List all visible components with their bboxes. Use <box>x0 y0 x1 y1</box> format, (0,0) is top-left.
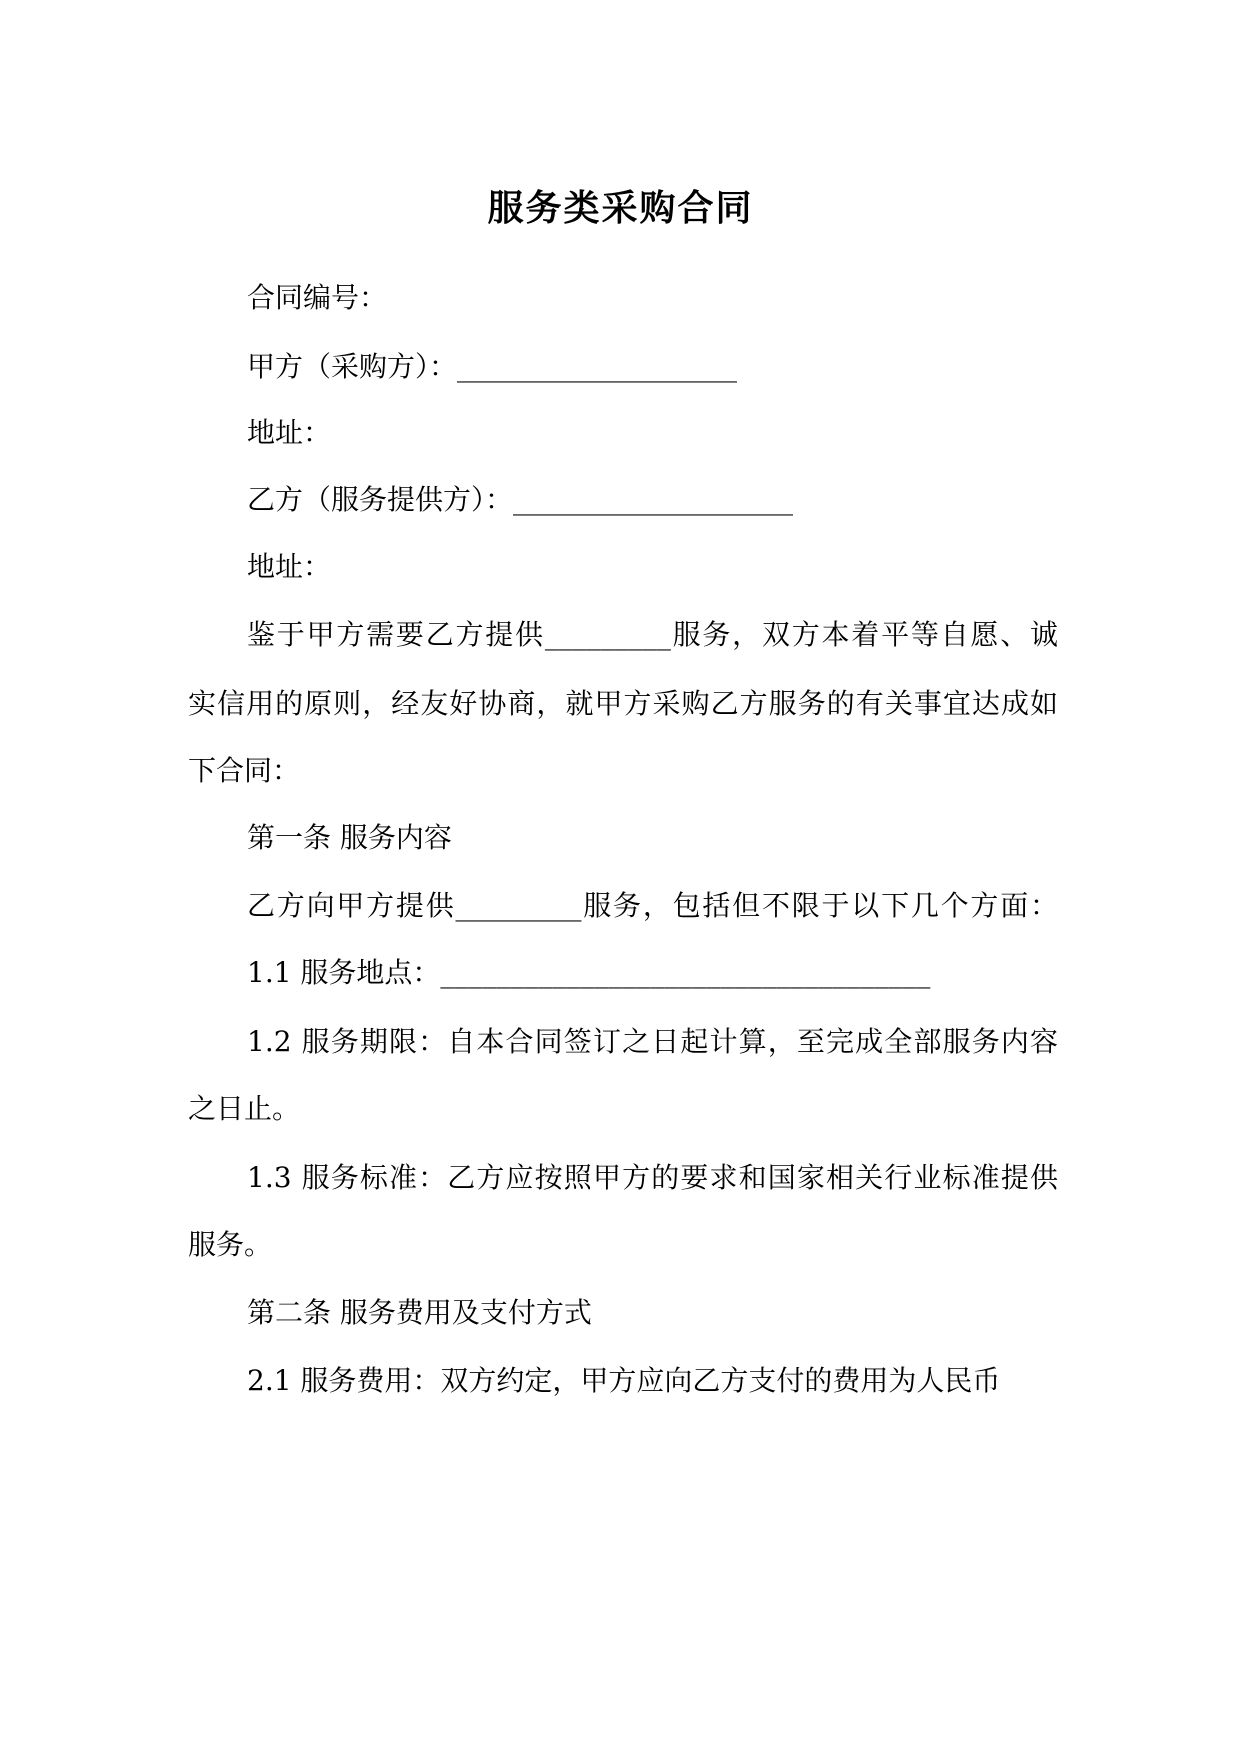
article-1-heading: 第一条 服务内容 <box>247 821 452 854</box>
clause-2-1-line-1: 2.1 服务费用：双方约定，甲方应向乙方支付的费用为人民币 <box>247 1364 1001 1397</box>
party-a-line: 甲方（采购方）：____________________ <box>247 350 738 383</box>
article-1-intro: 乙方向甲方提供_________服务，包括但不限于以下几个方面： <box>247 889 1058 922</box>
preamble-line-2: 实信用的原则，经友好协商，就甲方采购乙方服务的有关事宜达成如 <box>188 687 1058 720</box>
clause-1-3-line-1: 1.3 服务标准：乙方应按照甲方的要求和国家相关行业标准提供 <box>247 1161 1058 1194</box>
clause-1-2-line-1: 1.2 服务期限：自本合同签订之日起计算，至完成全部服务内容 <box>247 1025 1058 1058</box>
contract-number-line: 合同编号： <box>247 281 388 314</box>
party-b-line: 乙方（服务提供方）：____________________ <box>247 483 794 516</box>
party-a-address-line: 地址： <box>247 416 332 449</box>
preamble-line-1: 鉴于甲方需要乙方提供_________服务，双方本着平等自愿、诚 <box>247 618 1058 651</box>
clause-1-3-line-2: 服务。 <box>188 1228 273 1261</box>
clause-1-1: 1.1 服务地点：___________________________________ <box>247 956 931 989</box>
preamble-line-3: 下合同： <box>188 754 301 787</box>
party-b-address-line: 地址： <box>247 550 332 583</box>
clause-1-2-line-2: 之日止。 <box>188 1092 301 1125</box>
document-title: 服务类采购合同 <box>487 187 754 229</box>
article-2-heading: 第二条 服务费用及支付方式 <box>247 1296 592 1329</box>
